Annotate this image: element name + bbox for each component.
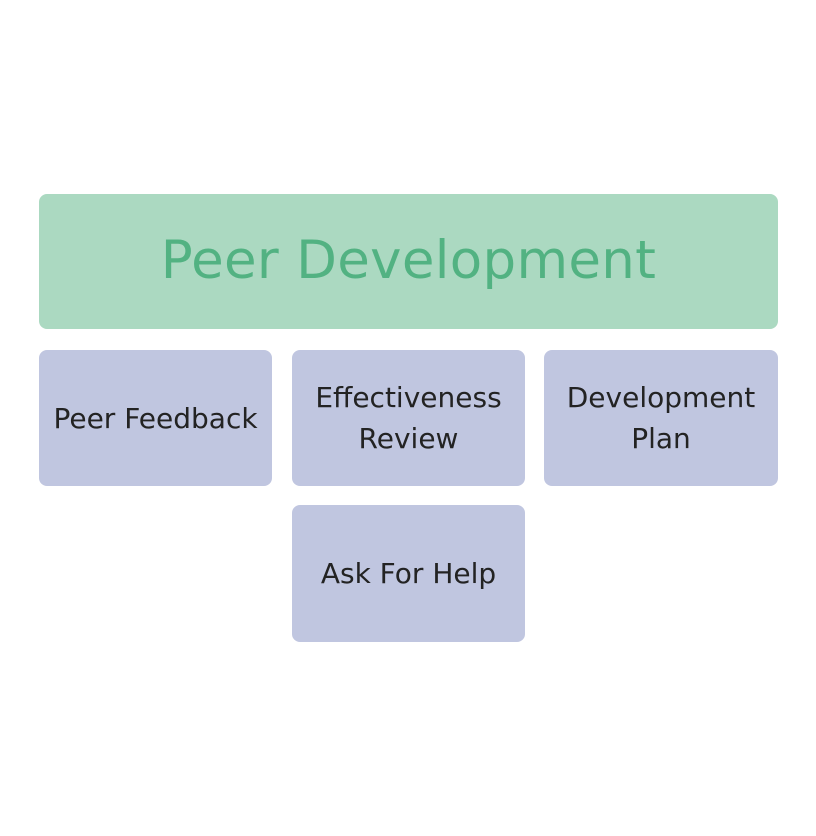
root-node-label: Peer Development [160, 230, 657, 292]
child-node-label: Effectiveness Review [315, 381, 502, 455]
root-node-peer-development [39, 194, 778, 329]
child-node-label: Peer Feedback [53, 401, 258, 435]
child-node-effectiveness-review [292, 350, 525, 486]
child-node-development-plan [544, 350, 778, 486]
child-node-ask-for-help [292, 505, 525, 642]
child-node-peer-feedback [39, 350, 272, 486]
child-node-label: Ask For Help [320, 557, 497, 590]
child-node-label: Development Plan [566, 381, 756, 455]
